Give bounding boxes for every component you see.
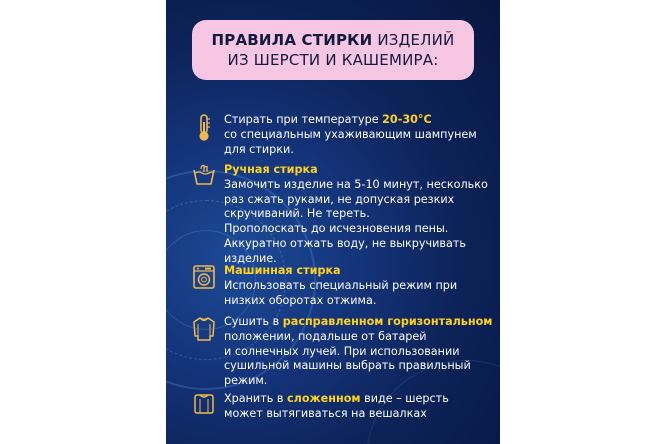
item-line: Сушить в расправленном горизонтальном [224,315,493,328]
list-item-storage: Хранить в сложенном виде – шерсть может вытягиваться на вешалках [192,392,486,422]
list-item-machine-wash: Машинная стирка Использовать специальный режим при низких оборотах отжима. [192,264,486,308]
item-line: Стирать при температуре 20-30°C [224,113,432,126]
hand-wash-icon [192,163,216,191]
list-item-hand-wash: Ручная стирка Замочить изделие на 5-10 минут, несколько раз сжать руками, не допуская резких скручиваний. Не тереть. Прополоскать до исчезновения пены. Аккуратно отжать воду, не выкручивать изделие. [192,163,486,267]
washing-machine-icon [192,264,216,292]
title-line-2: ИЗ ШЕРСТИ И КАШЕМИРА: [227,51,439,69]
title-banner [192,20,474,80]
sweater-icon [192,315,216,343]
folded-shirt-icon [192,392,216,420]
list-item-drying: Сушить в расправленном горизонтальном положении, подальше от батарей и солнечных лучей. При использовании сушильной машины выбрать правильный режим. [192,315,486,389]
thermometer-icon [192,113,216,141]
list-item-temperature: Стирать при температуре 20-30°C со специальным ухаживающим шампунем для стирки. [192,113,486,157]
title-line-1: ПРАВИЛА СТИРКИ ИЗДЕЛИЙ [211,31,455,49]
item-line: Хранить в сложенном виде – шерсть [224,392,449,405]
care-instructions-card [166,0,500,444]
